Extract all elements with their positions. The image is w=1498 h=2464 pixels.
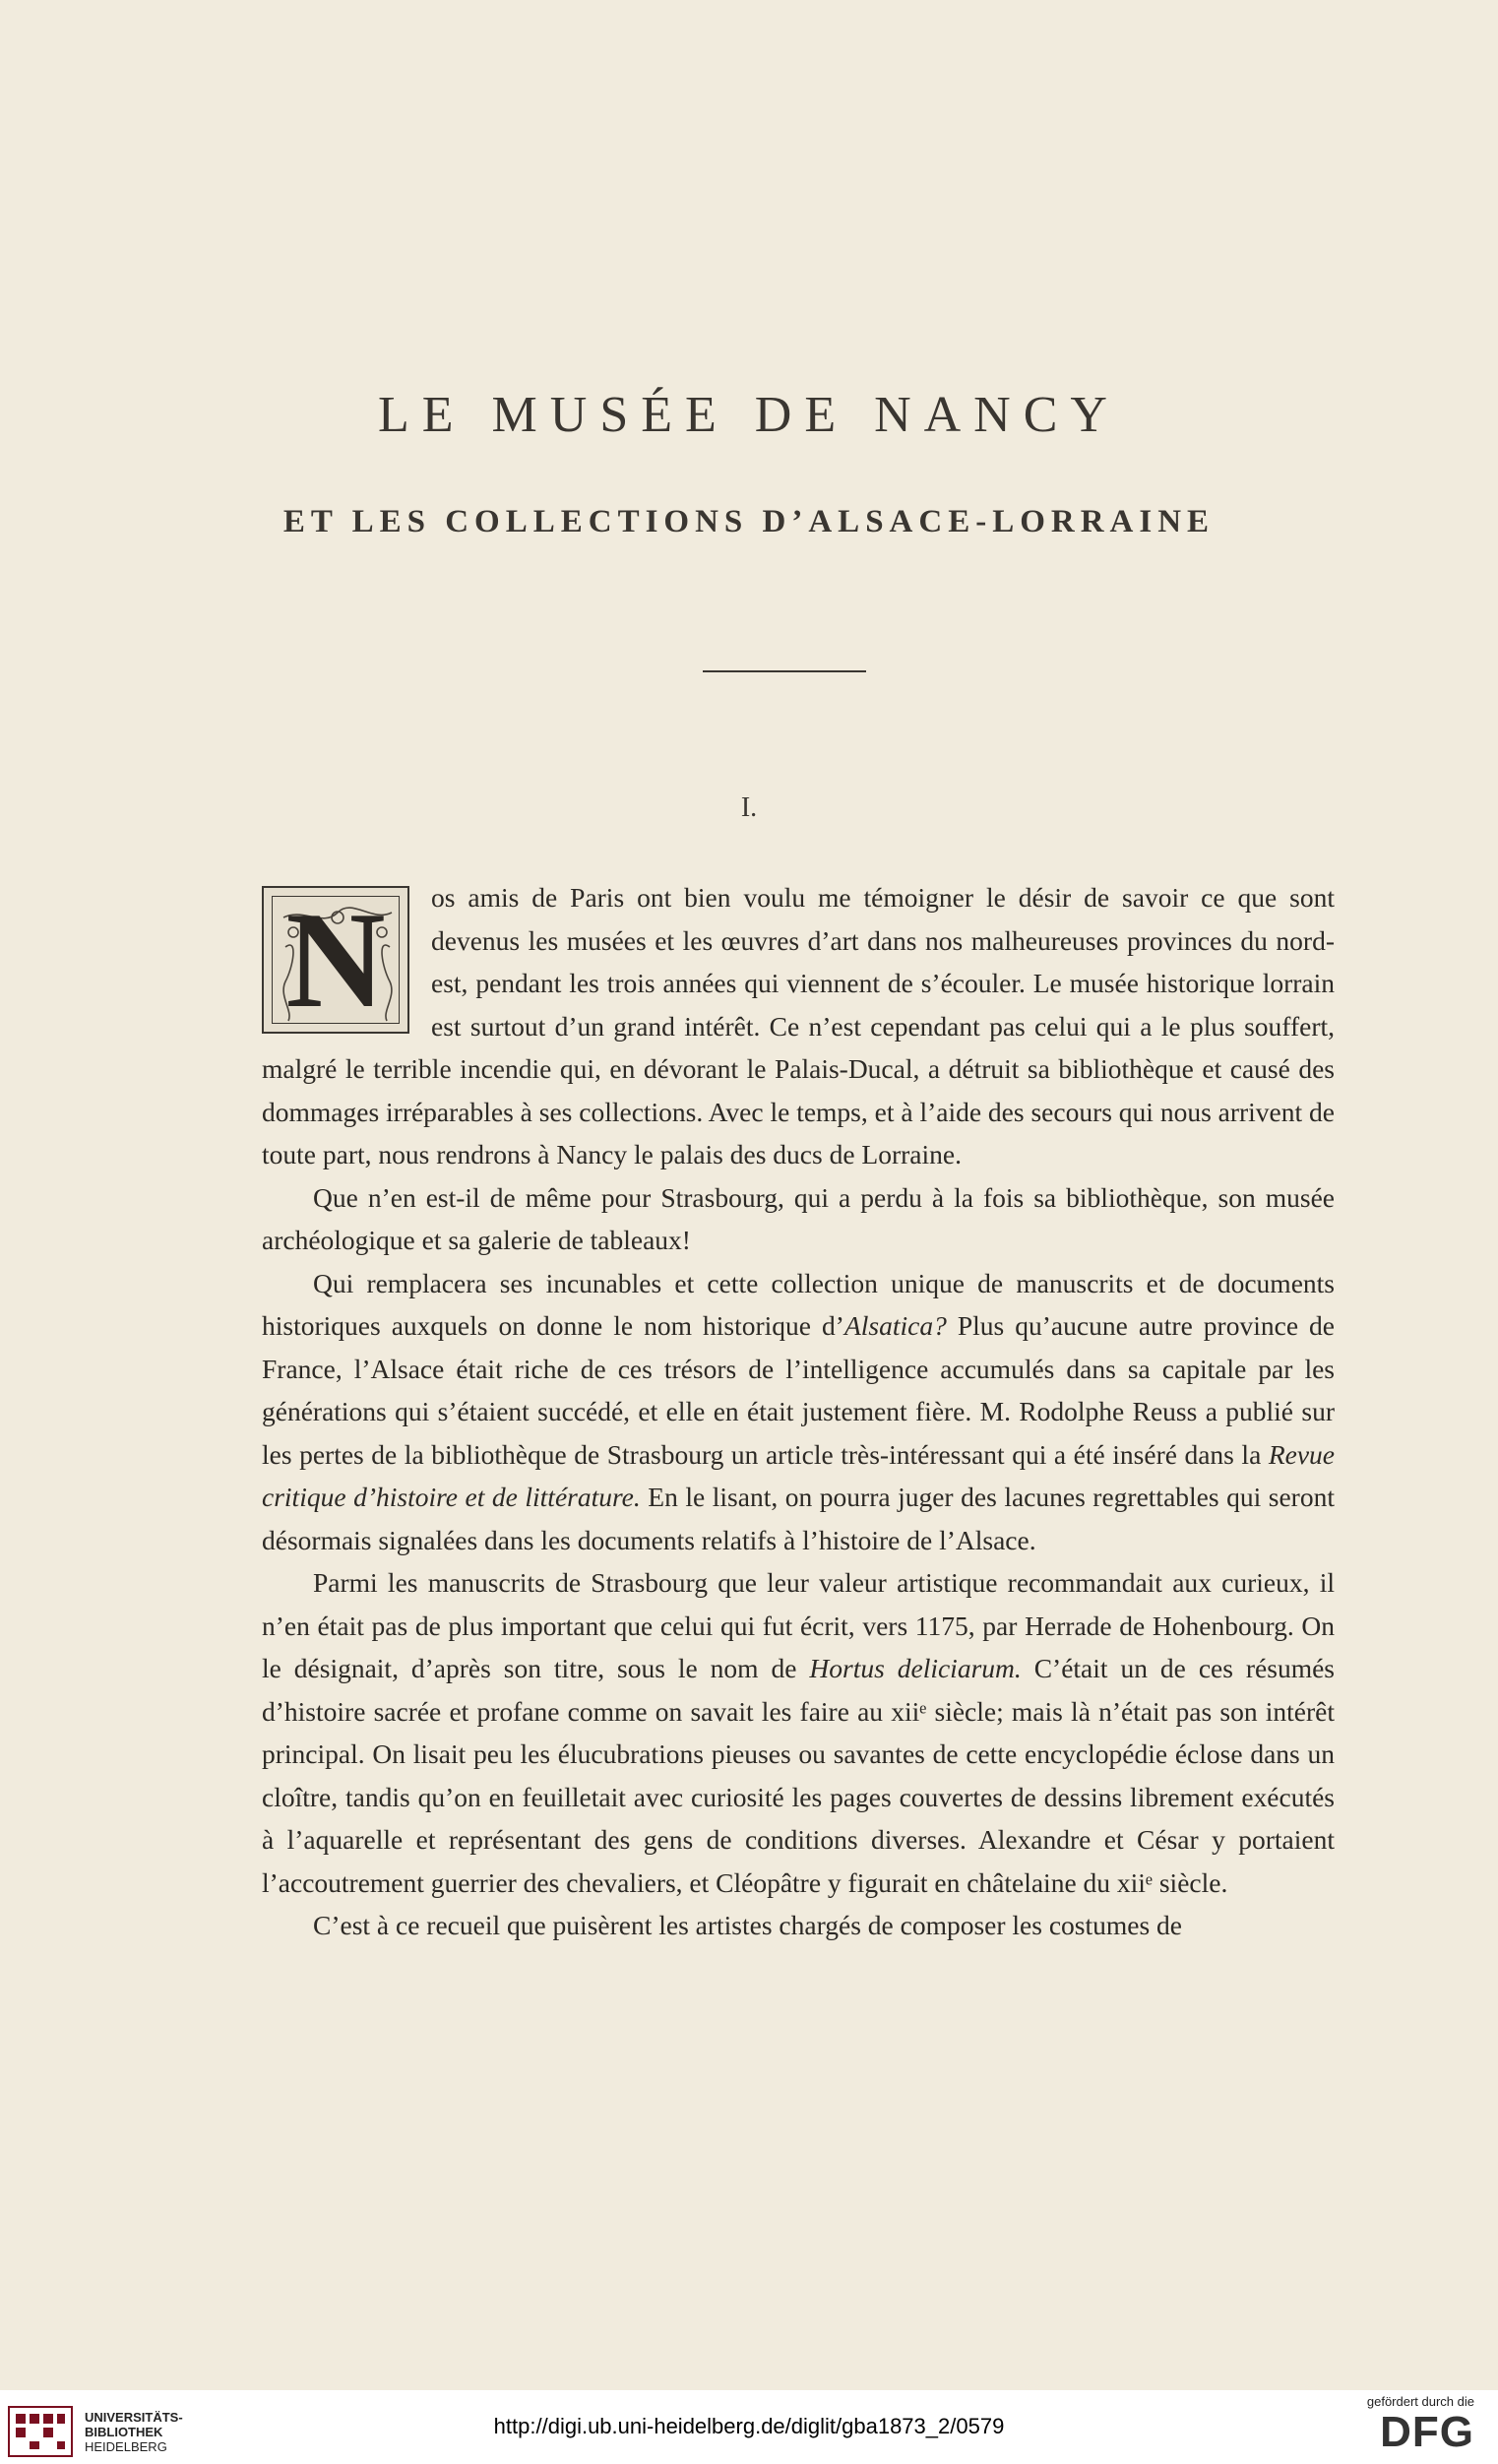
paragraph-text: Qui remplacera ses incunables et cette collection unique de manuscrits et de documents historiques auxquels on donne le nom historique d’ [262, 1267, 1335, 1341]
sponsor-block[interactable] [1367, 2394, 1474, 2456]
sponsor-label: gefördert durch die [1366, 2394, 1474, 2409]
section-number: I. [740, 792, 758, 823]
library-name-line: UNIVERSITÄTS- [85, 2410, 183, 2425]
paragraph-text: C’était un de ces résumés d’histoire sacrée et profane comme on savait les faire au xiiᵉ siècle; mais là n’était pas son intérêt principal. On lisait peu les élucubrations pieuses ou savantes de cette encyclopédie éclose dans un cloître, tandis qu’on en feuilletait avec curiosité les pages couvertes de dessins librement exécutés à l’aquarelle et représentant des gens de conditions diverses. Alexandre et César y portaient l’accoutrement guerrier des chevaliers, et Cléopâtre y figurait en châtelaine du xiiᵉ siècle. [262, 1653, 1335, 1898]
paragraph-text: Plus qu’aucune autre province de France, l’Alsace était riche de ces trésors de l’intelligence accumulés dans sa capitale par les générations qui s’étaient succédé, et elle en était justement fière. M. Rodolphe Reuss a publié sur les pertes de la bibliothèque de Strasbourg un article très-intéressant qui a été inséré dans la [262, 1310, 1335, 1470]
paragraph-text: Parmi les manuscrits de Strasbourg que leur valeur artistique recommandait aux curieux, il n’en était pas de plus important que celui qui fut écrit, vers 1175, par Herrade de Hohenbourg. On le désignait, d’après son titre, sous le nom de [262, 1567, 1335, 1683]
article-body [262, 876, 1335, 1947]
paragraph-text: os amis de Paris ont bien voulu me témoigner le désir de savoir ce que sont devenus les musées et les œuvres d’art dans nos malheureuses provinces du nord-est, pendant les trois années qui viennent de s’écouler. Le musée historique lorrain est surtout d’un grand intérêt. Ce n’est cependant pas celui qui a le plus souffert, malgré le terrible incendie qui, en dévorant le Palais-Ducal, a détruit sa bibliothèque et causé des dommages irréparables à ses collections. Avec le temps, et à l’aide des secours qui nous arrivent de toute part, nous rendrons à Nancy le palais des ducs de Lorraine. [262, 882, 1335, 1169]
page-subtitle: ET LES COLLECTIONS D’ALSACE-LORRAINE [282, 504, 1216, 539]
library-name-line: HEIDELBERG [85, 2439, 167, 2454]
ornamental-initial-icon [262, 884, 409, 1037]
paragraph-1 [262, 876, 1335, 1176]
viewer-footer [0, 2390, 1498, 2464]
page-title: LE MUSÉE DE NANCY [378, 387, 1120, 443]
dfg-logo: DFG [1380, 2408, 1474, 2456]
italic-title: Revue critique d’histoire et de littérature. [262, 1438, 1335, 1512]
paragraph-text: C’est à ce recueil que puisèrent les artistes chargés de composer les costumes de [313, 1910, 1182, 1940]
library-name-line: BIBLIOTHEK [85, 2425, 163, 2439]
initial-letter: N [285, 884, 386, 1037]
paragraph-text: Que n’en est-il de même pour Strasbourg, qui a perdu à la fois sa bibliothèque, son musée archéologique et sa galerie de tableaux! [262, 1181, 1335, 1255]
italic-term: Alsatica? [843, 1310, 947, 1341]
paragraph-3 [262, 1262, 1335, 1562]
paragraph-text: En le lisant, on pourra juger des lacunes regrettables qui seront désormais signalées dans les documents relatifs à l’histoire de l’Alsace. [262, 1482, 1335, 1555]
paragraph-2 [262, 1176, 1335, 1262]
permalink-url[interactable]: http://digi.ub.uni-heidelberg.de/diglit/gba1873_2/0579 [493, 2414, 1005, 2438]
paragraph-4 [262, 1561, 1335, 1904]
paragraph-5 [262, 1904, 1335, 1947]
italic-title: Hortus deliciarum. [809, 1653, 1022, 1683]
title-divider [703, 670, 866, 672]
